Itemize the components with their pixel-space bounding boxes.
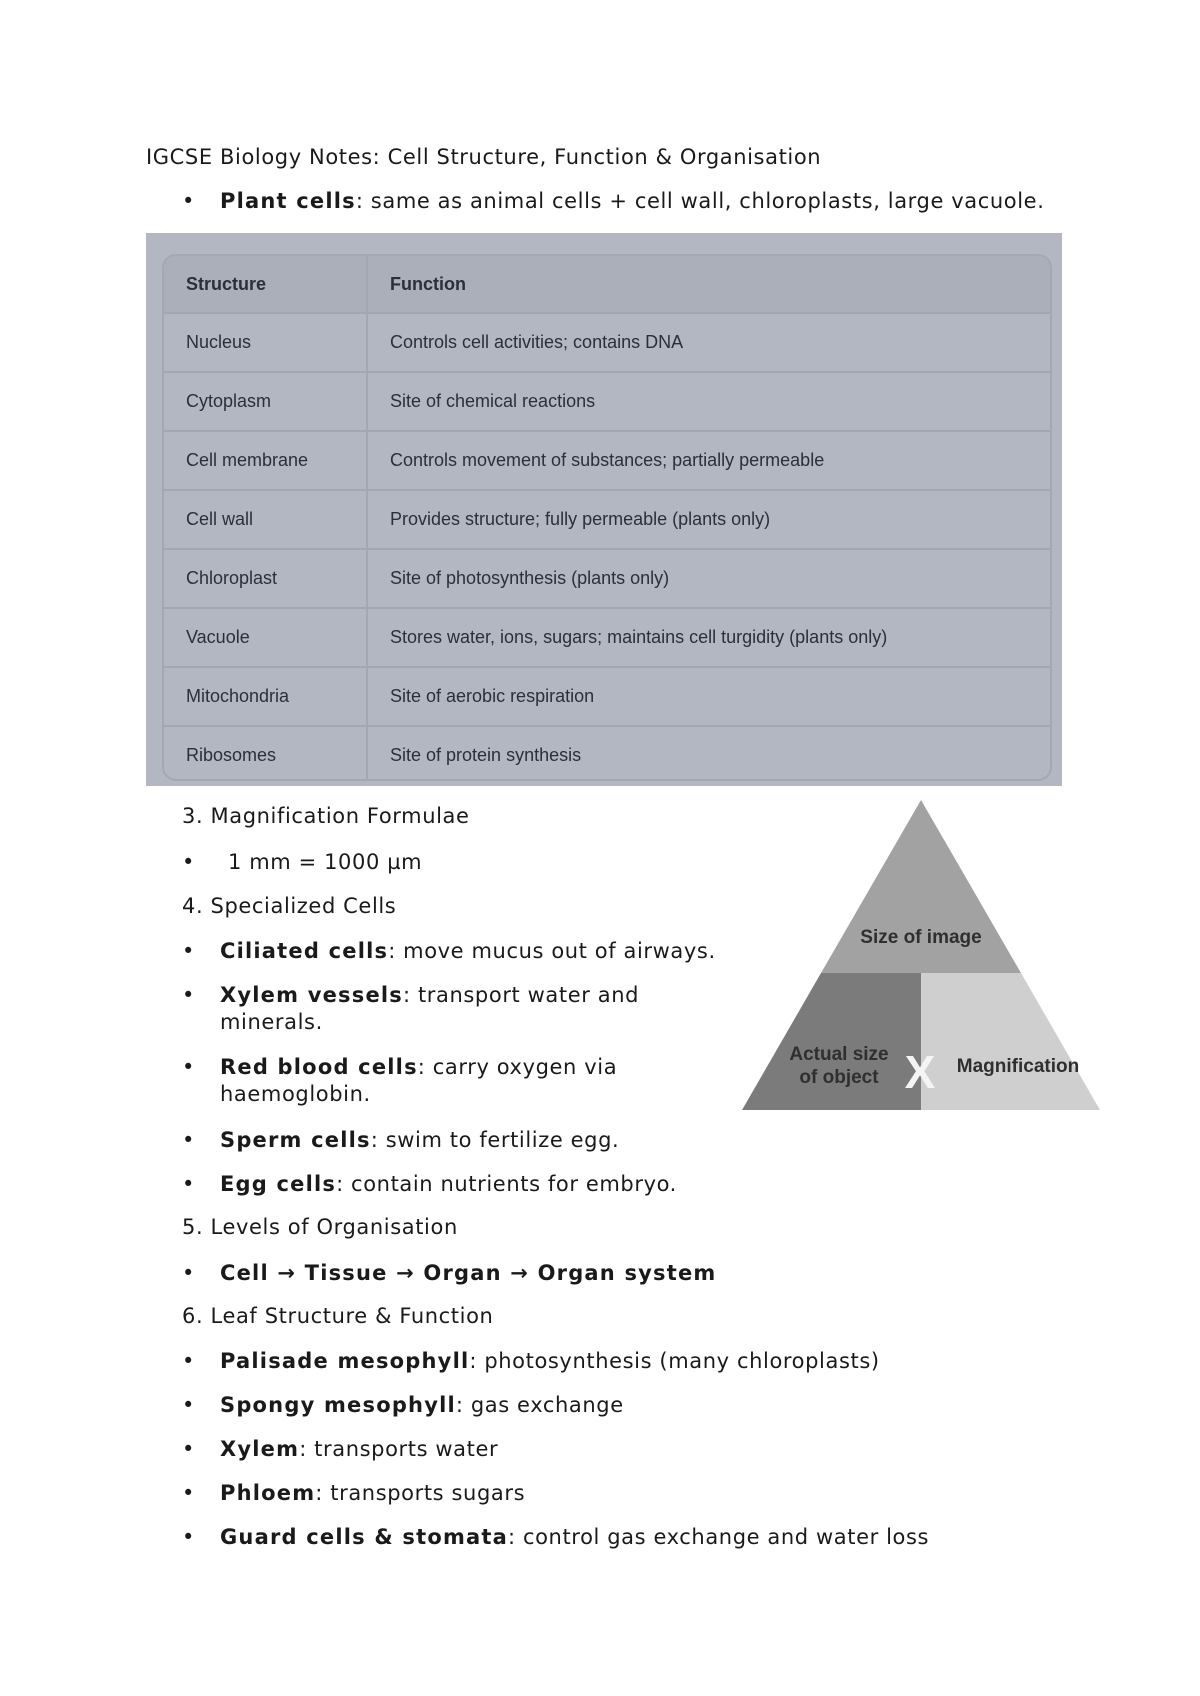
definition: : contain nutrients for embryo. [336,1172,677,1196]
levels-chain: Cell → Tissue → Organ → Organ system [220,1261,717,1285]
term: Guard cells & stomata [220,1525,509,1549]
triangle-bottom-right-section [921,973,1100,1110]
section-heading-specialized: 4. Specialized Cells [182,894,397,918]
table-row [164,726,1050,781]
term: Spongy mesophyll [220,1393,456,1417]
function-cell: Stores water, ions, sugars; maintains cell turgidity (plants only) [367,608,1050,667]
section-heading-magnification: 3. Magnification Formulae [182,804,470,828]
bullet-icon: • [182,1525,195,1549]
function-cell: Site of aerobic respiration [367,667,1050,726]
term: Xylem vessels [220,983,403,1007]
term: Palisade mesophyll [220,1349,470,1373]
definition: : swim to fertilize egg. [370,1128,620,1152]
structure-cell: Mitochondria [164,667,367,726]
bullet-icon: • [182,1437,195,1461]
bullet-icon: • [182,1261,195,1285]
function-cell: Site of photosynthesis (plants only) [367,549,1050,608]
structure-cell: Chloroplast [164,549,367,608]
term: Ciliated cells [220,939,389,963]
table-row [164,549,1050,608]
term: Red blood cells [220,1055,418,1079]
header-function: Function [367,256,1050,313]
bullet-icon: • [182,850,195,874]
cell-structure-table [164,256,1050,781]
definition: : control gas exchange and water loss [508,1525,930,1549]
term: Sperm cells [220,1128,371,1152]
structure-cell: Vacuole [164,608,367,667]
actual-size-label-line2: of object [799,1067,879,1088]
table-row [164,608,1050,667]
definition: : transports sugars [315,1481,526,1505]
bullet-icon: • [182,1128,195,1152]
definition: : gas exchange [455,1393,624,1417]
definition: : photosynthesis (many chloroplasts) [469,1349,880,1373]
actual-size-label-line1: Actual size [789,1044,889,1065]
magnification-label: Magnification [956,1056,1080,1077]
table-row [164,431,1050,490]
definition: : move mucus out of airways. [388,939,716,963]
function-cell: Site of protein synthesis [390,745,582,765]
function-cell: Site of chemical reactions [367,372,1050,431]
definition: : transport water and minerals. [220,983,640,1034]
term: Xylem [220,1437,300,1461]
magnification-triangle [740,800,1102,1110]
bullet-icon: • [182,1481,195,1505]
structure-cell: Cell wall [164,490,367,549]
structure-cell: Ribosomes [164,726,367,781]
section-heading-levels: 5. Levels of Organisation [182,1215,458,1239]
table-header-row [164,256,1050,313]
structure-cell: Cytoplasm [164,372,367,431]
table-row [164,667,1050,726]
cell-structure-table-image [146,233,1062,786]
page-title: IGCSE Biology Notes: Cell Structure, Function & Organisation [146,145,822,169]
table-row [164,313,1050,372]
term: Phloem [220,1481,316,1505]
term: Egg cells [220,1172,337,1196]
function-cell: Provides structure; fully permeable (plants only) [367,490,1050,549]
multiply-x-symbol: X [904,1046,936,1098]
table-row [164,490,1050,549]
bullet-icon: • [182,1172,195,1196]
bullet-icon: • [182,189,195,213]
bullet-icon: • [182,1349,195,1373]
function-cell: Controls cell activities; contains DNA [367,313,1050,372]
bullet-icon: • [182,1393,195,1417]
section-heading-leaf: 6. Leaf Structure & Function [182,1304,494,1328]
bullet-icon: • [182,1055,195,1079]
definition: : transports water [299,1437,499,1461]
header-structure: Structure [164,256,367,313]
definition: : carry oxygen via haemoglobin. [220,1055,618,1106]
triangle-bottom-left-section [742,973,921,1110]
definition: : same as animal cells + cell wall, chloroplasts, large vacuole. [355,189,1045,213]
function-cell: Controls movement of substances; partially permeable [367,431,1050,490]
bullet-icon: • [182,939,195,963]
formula-text: 1 mm = 1000 µm [228,850,423,874]
term: Plant cells [220,189,356,213]
table-row [164,372,1050,431]
structure-cell: Nucleus [164,313,367,372]
bullet-icon: • [182,983,195,1007]
structure-cell: Cell membrane [164,431,367,490]
size-of-image-label: Size of image [860,927,982,948]
